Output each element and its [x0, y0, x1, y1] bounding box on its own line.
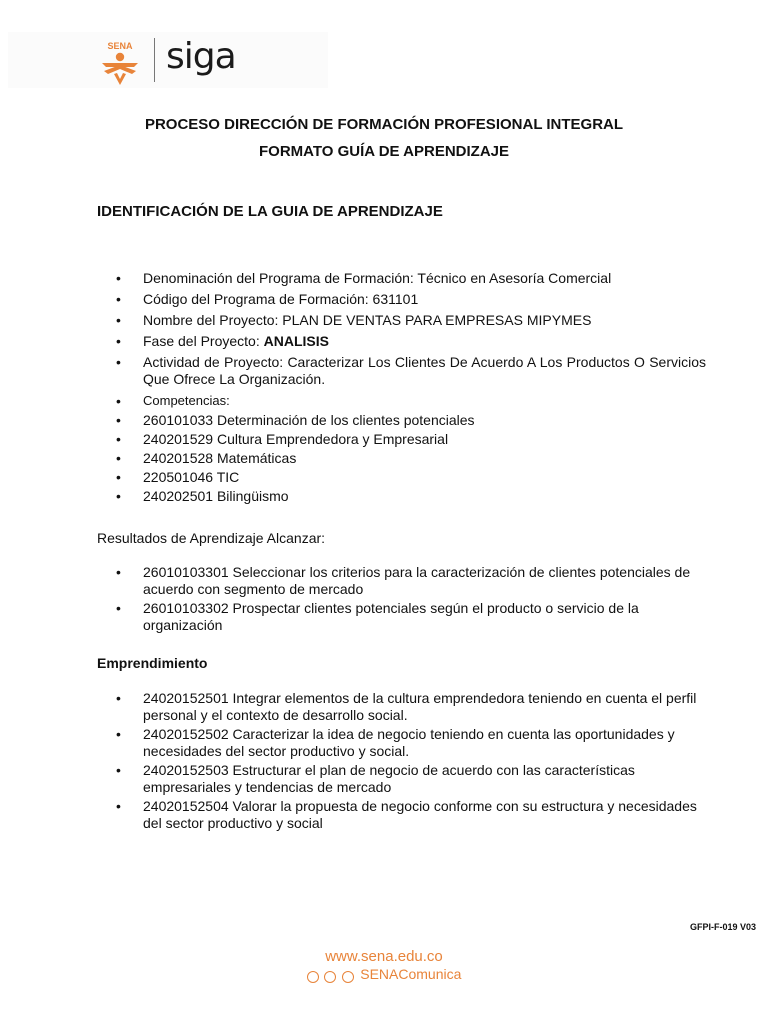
project-name: Nombre del Proyecto: PLAN DE VENTAS PARA EMPRESAS MIPYMES [143, 312, 592, 328]
identification-list [116, 270, 706, 506]
logo-divider [154, 38, 155, 82]
twitter-icon[interactable] [342, 971, 354, 983]
learning-result: 26010103301 Seleccionar los criterios para la caracterización de clientes potenciales de acuerdo con segmento de mercado [143, 564, 691, 597]
emprendimiento-result: 24020152504 Valorar la propuesta de negocio conforme con su estructura y necesidades del sector productivo y social [143, 798, 697, 831]
list-item [116, 600, 706, 634]
siga-logo-text: siga [166, 36, 236, 77]
sena-logo [96, 38, 144, 86]
program-name: Denominación del Programa de Formación: Técnico en Asesoría Comercial [143, 270, 612, 286]
project-activity: Actividad de Proyecto: Caracterizar Los Clientes De Acuerdo A Los Productos O Servicios Que Ofrece La Organización. [143, 354, 706, 387]
list-item [116, 487, 706, 505]
facebook-icon[interactable] [324, 971, 336, 983]
document-title: PROCESO DIRECCIÓN DE FORMACIÓN PROFESIONAL INTEGRAL [144, 116, 624, 133]
document-subtitle: FORMATO GUÍA DE APRENDIZAJE [258, 143, 509, 160]
emprendimiento-result: 24020152502 Caracterizar la idea de negocio teniendo en cuenta las oportunidades y necesidades del sector productivo y social. [143, 726, 675, 759]
social-handle[interactable]: SENAComunica [360, 966, 462, 982]
competency: 240201528 Matemáticas [143, 450, 297, 466]
phase-label: Fase del Proyecto: [143, 333, 264, 349]
list-item [116, 798, 706, 832]
results-label: Resultados de Aprendizaje Alcanzar: [97, 530, 326, 546]
footer-website[interactable] [0, 948, 768, 965]
list-item [116, 291, 706, 308]
list-item [116, 354, 706, 388]
sena-logo-text: SENA [107, 41, 133, 51]
website-link[interactable]: www.sena.edu.co [325, 948, 443, 965]
list-item [116, 564, 706, 598]
list-item [116, 411, 706, 429]
competencies-label: Competencias: [143, 393, 230, 408]
list-item [116, 312, 706, 329]
competency: 240202501 Bilingüismo [143, 488, 289, 504]
results-list [116, 564, 706, 636]
siga-logo [166, 36, 236, 77]
list-item [116, 762, 706, 796]
list-item [116, 270, 706, 287]
list-item [116, 726, 706, 760]
program-code: Código del Programa de Formación: 631101 [143, 291, 419, 307]
emprendimiento-result: 24020152503 Estructurar el plan de negocio de acuerdo con las características empresariales y tendencias de mercado [143, 762, 635, 795]
list-item [116, 333, 706, 350]
social-icons [307, 967, 357, 983]
competency: 220501046 TIC [143, 469, 240, 485]
phase-value: ANALISIS [263, 333, 329, 349]
list-item [116, 392, 706, 410]
instagram-icon[interactable] [307, 971, 319, 983]
list-item [116, 468, 706, 486]
section-title: IDENTIFICACIÓN DE LA GUIA DE APRENDIZAJE [97, 203, 443, 220]
emprendimiento-title: Emprendimiento [97, 655, 208, 671]
footer-social [0, 966, 768, 983]
document-reference: GFPI-F-019 V03 [689, 922, 756, 932]
learning-result: 26010103302 Prospectar clientes potenciales según el producto o servicio de la organización [143, 600, 639, 633]
list-item [116, 449, 706, 467]
emprendimiento-result: 24020152501 Integrar elementos de la cultura emprendedora teniendo en cuenta el perfil personal y el contexto de desarrollo social. [143, 690, 697, 723]
list-item [116, 430, 706, 448]
emprendimiento-list [116, 690, 706, 834]
competency: 240201529 Cultura Emprendedora y Empresarial [143, 431, 449, 447]
competency: 260101033 Determinación de los clientes potenciales [143, 412, 475, 428]
list-item [116, 690, 706, 724]
